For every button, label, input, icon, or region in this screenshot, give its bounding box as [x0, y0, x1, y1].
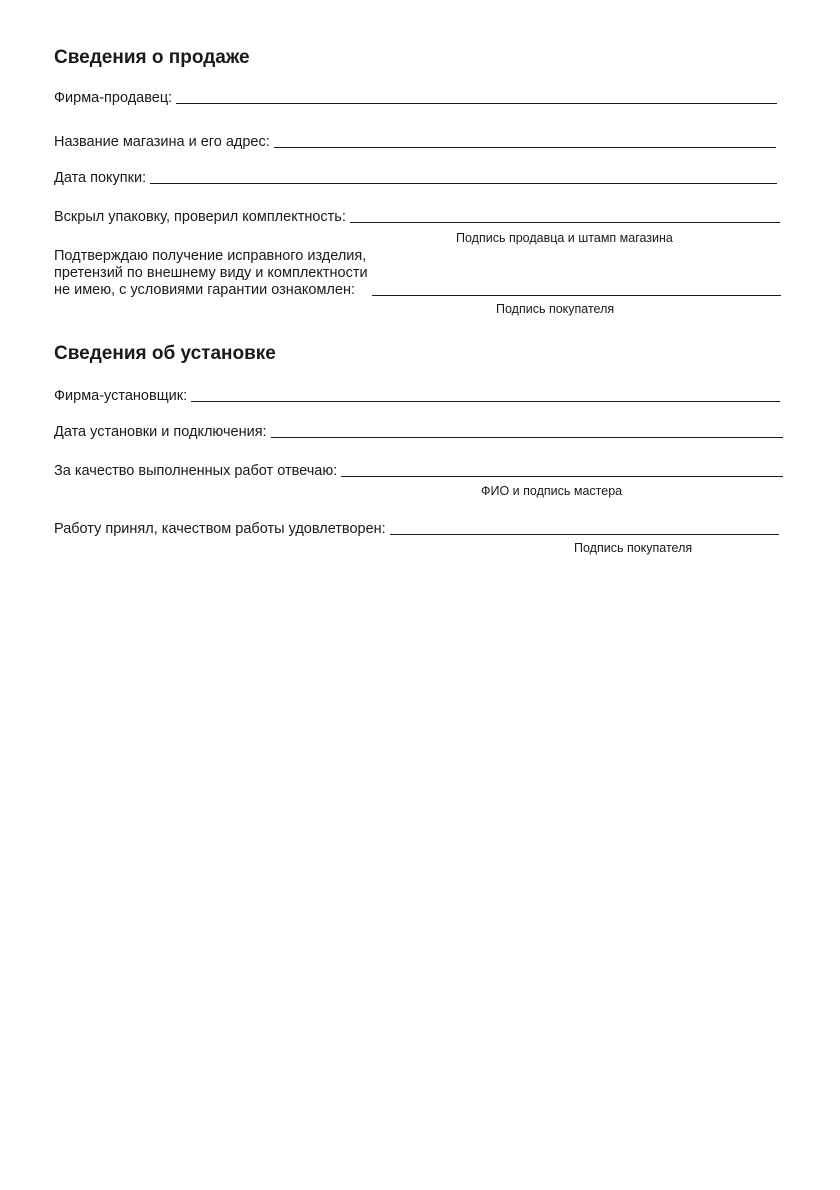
master-signature-line[interactable] — [341, 476, 783, 477]
store-field — [54, 134, 776, 151]
seller-input-line[interactable] — [176, 103, 777, 104]
quality-field — [54, 463, 783, 480]
accepted-field — [54, 521, 779, 538]
installer-input-line[interactable] — [191, 401, 780, 402]
sale-section-title: Сведения о продаже — [54, 47, 250, 68]
quality-label: За качество выполненных работ отвечаю: — [54, 463, 338, 479]
store-input-line[interactable] — [274, 147, 776, 148]
confirm-line-1: Подтверждаю получение исправного изделия, — [54, 248, 367, 264]
seller-signature-caption: Подпись продавца и штамп магазина — [456, 231, 673, 245]
seller-signature-line[interactable] — [350, 222, 780, 223]
purchase-date-input-line[interactable] — [150, 183, 777, 184]
master-caption: ФИО и подпись мастера — [481, 484, 623, 498]
accepted-label: Работу принял, качеством работы удовлетворен: — [54, 521, 386, 537]
seller-label: Фирма-продавец: — [54, 90, 173, 106]
install-date-field — [54, 424, 783, 441]
seller-field — [54, 90, 777, 107]
install-date-label: Дата установки и подключения: — [54, 424, 267, 440]
installer-field — [54, 388, 780, 405]
confirm-text — [54, 248, 372, 299]
buyer-signature-line[interactable] — [372, 295, 781, 296]
store-label: Название магазина и его адрес: — [54, 134, 270, 150]
install-section-title: Сведения об установке — [54, 343, 276, 364]
opened-field — [54, 209, 780, 226]
installer-label: Фирма-установщик: — [54, 388, 188, 404]
confirm-line-2: претензий по внешнему виду и комплектности — [54, 265, 368, 281]
purchase-date-field — [54, 170, 777, 187]
install-buyer-signature-caption: Подпись покупателя — [574, 541, 693, 555]
confirm-field — [54, 248, 781, 299]
purchase-date-label: Дата покупки: — [54, 170, 147, 186]
opened-label: Вскрыл упаковку, проверил комплектность: — [54, 209, 346, 225]
install-date-input-line[interactable] — [271, 437, 783, 438]
confirm-line-3: не имею, с условиями гарантии ознакомлен: — [54, 282, 355, 298]
buyer-signature-caption: Подпись покупателя — [496, 302, 615, 316]
accepted-signature-line[interactable] — [390, 534, 779, 535]
